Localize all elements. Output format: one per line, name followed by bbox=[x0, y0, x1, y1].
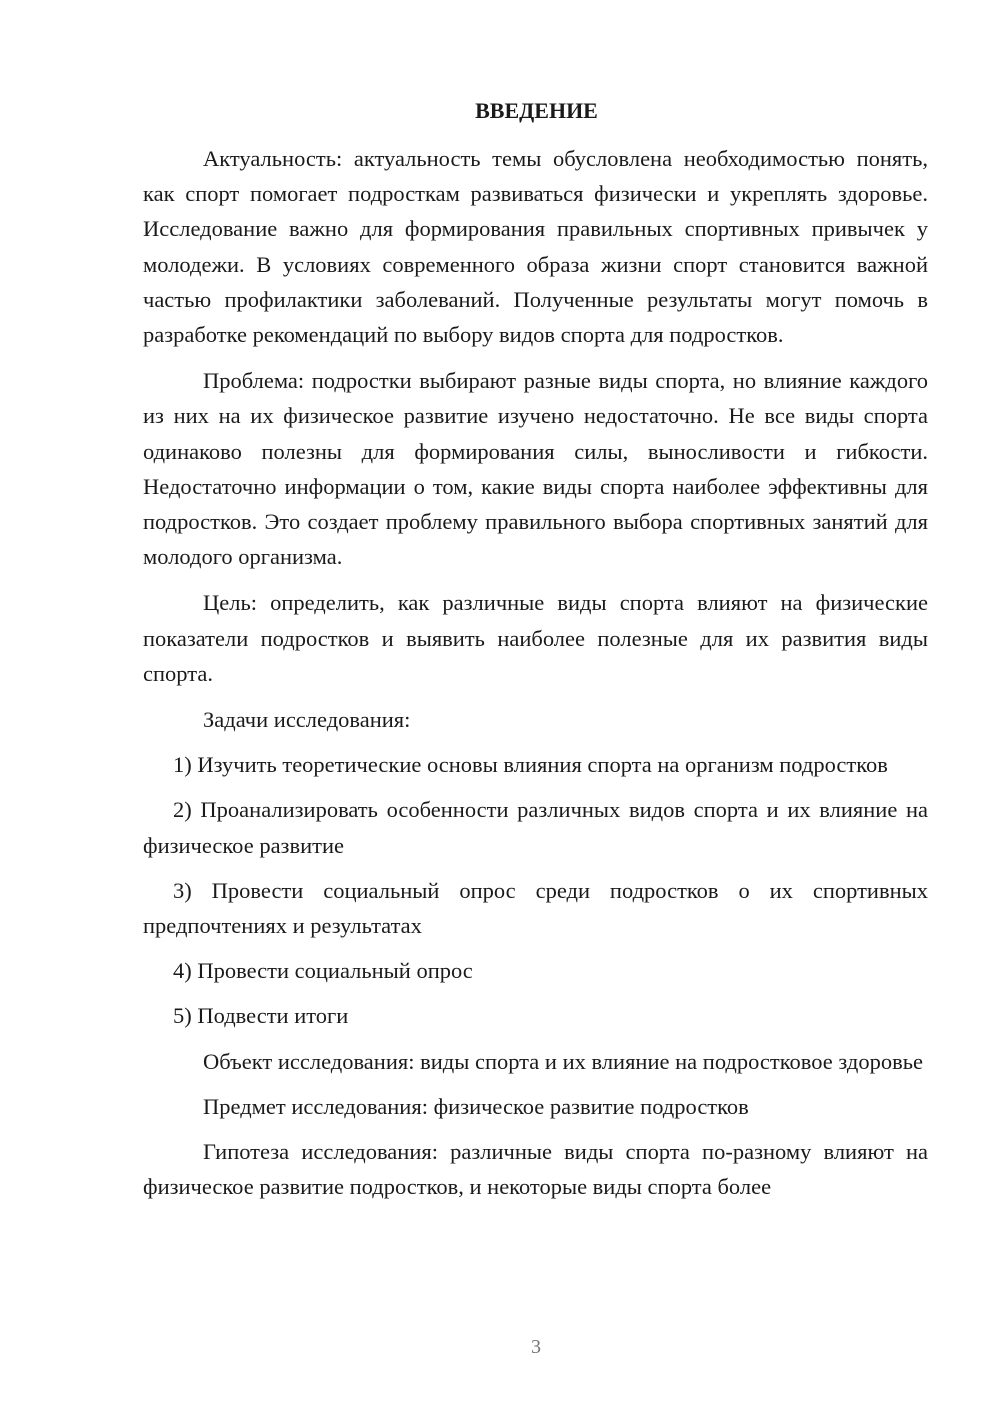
research-object-paragraph: Объект исследования: виды спорта и их влияние на подростковое здоровье bbox=[203, 1048, 923, 1074]
task-item-3: 3) Провести социальный опрос среди подростков о их спортивных предпочтениях и результатах bbox=[143, 877, 928, 939]
section-heading: ВВЕДЕНИЕ bbox=[475, 98, 598, 123]
goal-paragraph: Цель: определить, как различные виды спорта влияют на физические показатели подростков и выявить наиболее полезные для их развития виды спорта. bbox=[143, 590, 928, 686]
task-item-5: 5) Подвести итоги bbox=[173, 1003, 349, 1029]
research-hypothesis-paragraph: Гипотеза исследования: различные виды спорта по-разному влияют на физическое развитие подростков, и некоторые виды спорта более bbox=[143, 1139, 928, 1200]
page-number: 3 bbox=[531, 1336, 541, 1358]
task-item-4: 4) Провести социальный опрос bbox=[173, 958, 473, 984]
tasks-title: Задачи исследования: bbox=[203, 707, 411, 733]
relevance-paragraph: Актуальность: актуальность темы обусловлена необходимостью понять, как спорт помогает подросткам развиваться физически и укреплять здоровье. Исследование важно для формирования правильных спортивных привычек у молодежи. В условиях современного образа жизни спорт становится важной частью профилактики заболеваний. Полученные результаты могут помочь в разработке рекомендаций по выбору видов спорта для подростков. bbox=[143, 146, 928, 348]
problem-paragraph: Проблема: подростки выбирают разные виды спорта, но влияние каждого из них на их физическое развитие изучено недостаточно. Не все виды спорта одинаково полезны для формирования силы, выносливости и гибкости. Недостаточно информации о том, какие виды спорта наиболее эффективны для подростков. Это создает проблему правильного выбора спортивных занятий для молодого организма. bbox=[143, 368, 928, 570]
document-page bbox=[143, 96, 928, 1204]
task-item-2: 2) Проанализировать особенности различных видов спорта и их влияние на физическое развитие bbox=[143, 797, 928, 858]
research-subject-paragraph: Предмет исследования: физическое развитие подростков bbox=[203, 1093, 749, 1119]
task-item-1: 1) Изучить теоретические основы влияния спорта на организм подростков bbox=[173, 752, 888, 778]
